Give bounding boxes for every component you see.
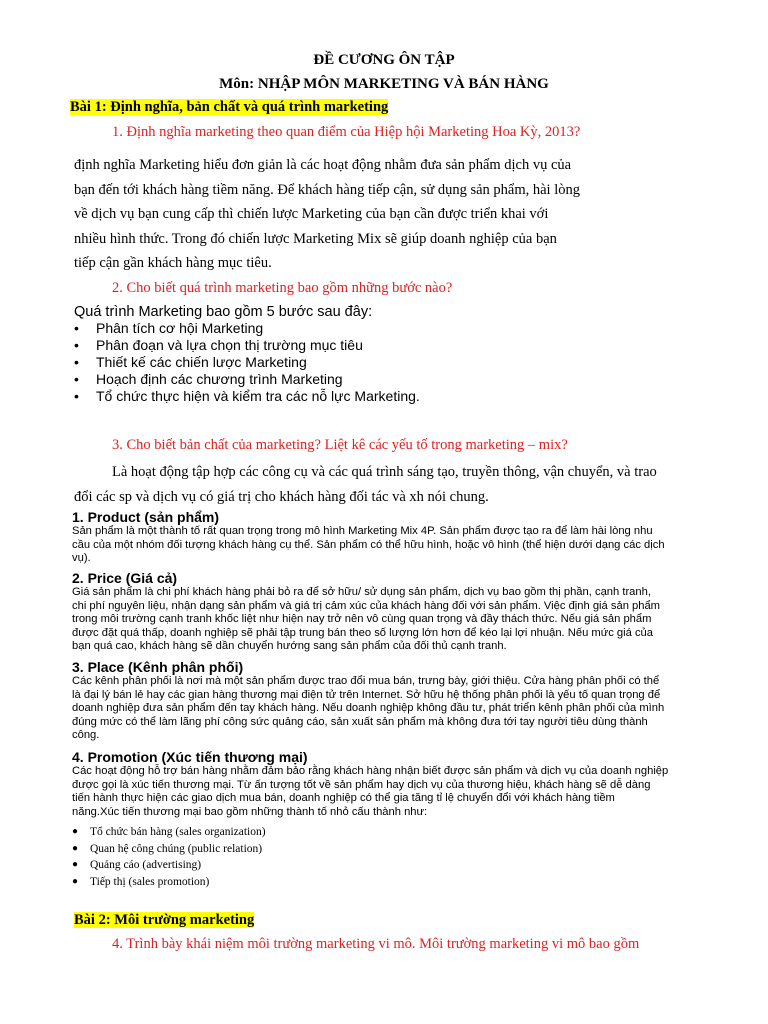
list-item: • Thiết kế các chiến lược Marketing: [74, 354, 307, 370]
list-item: • Hoạch định các chương trình Marketing: [74, 371, 343, 387]
lesson1-heading-text: Bài 1: Định nghĩa, bản chất và quá trình marketing: [70, 99, 389, 115]
p-product-section: [72, 509, 752, 566]
answer-1-line: bạn đến tới khách hàng tiềm năng. Để khách hàng tiếp cận, sử dụng sản phẩm, hài lòng: [74, 181, 580, 198]
bullet-icon: •: [74, 371, 79, 387]
promotion-items-list: [70, 824, 266, 890]
process-steps-list: [74, 320, 420, 405]
document-title: ĐỀ CƯƠNG ÔN TẬP: [313, 52, 455, 68]
list-item: ● Quan hệ công chúng (public relation): [70, 841, 266, 858]
question-3: 3. Cho biết bản chất của marketing? Liệt kê các yếu tố trong marketing – mix?: [112, 437, 568, 453]
p-promotion-text: Các hoạt động hỗ trợ bán hàng nhằm đảm bảo rằng khách hàng nhận biết được sản phẩm và dịch vụ của doanh nghiệp được gọi là xúc tiến thương mại. Từ ấn tượng tốt về sản phẩm hay dịch vụ của thương hiệu, khách hàng sẽ dễ dàng tiến hành thực hiện các giao dịch mua bán, doanh nghiệp có thể gia tăng tỉ lệ chuyển đổi với khách hàng tiềm năng.Xúc tiến thương mại bao gồm những thành tố nhỏ cấu thành như:: [72, 765, 669, 818]
question-4: 4. Trình bày khái niệm môi trường marketing vi mô. Môi trường marketing vi mô bao gồm: [112, 936, 640, 952]
answer-1-line: nhiều hình thức. Trong đó chiến lược Marketing Mix sẽ giúp doanh nghiệp của bạn: [74, 230, 557, 247]
bullet-icon: •: [74, 388, 79, 404]
p-place-text: Các kênh phân phối là nơi mà một sản phẩm được trao đổi mua bán, trưng bày, giới thiệu. Cửa hàng phân phối có thể là đại lý bán lẻ hay các gian hàng thương mại điện tử trên Internet. Sở hữu hệ thống phân phối là yếu tố quan trọng để doanh nghiệp đưa sản phẩm đến tay khách hàng. Nếu doanh nghiệp không đầu tư, phát triển kênh phân phối của mình đúng mức có thể làm lãng phí công sức quảng cáo, sản xuất sản phẩm mà không đưa tới tay người tiêu dùng thành công.: [72, 675, 665, 741]
p-place-section: [72, 659, 752, 743]
lesson2-heading-text: Bài 2: Môi trường marketing: [74, 912, 255, 928]
p-place-heading: 3. Place (Kênh phân phối): [72, 659, 244, 675]
answer-1: [74, 153, 734, 276]
question-1: 1. Định nghĩa marketing theo quan điểm của Hiệp hội Marketing Hoa Kỳ, 2013?: [112, 124, 581, 140]
bullet-icon: ●: [72, 859, 79, 870]
list-item: • Tổ chức thực hiện và kiểm tra các nỗ lực Marketing.: [74, 388, 420, 404]
p-promotion-heading: 4. Promotion (Xúc tiến thương mại): [72, 749, 308, 765]
list-item: ● Quảng cáo (advertising): [70, 857, 266, 874]
list-item: • Phân tích cơ hội Marketing: [74, 320, 264, 336]
bullet-icon: ●: [72, 826, 79, 837]
lesson1-heading: [70, 99, 388, 116]
list-item: ● Tiếp thị (sales promotion): [70, 874, 266, 891]
p-price-section: [72, 570, 752, 654]
answer-2-intro: Quá trình Marketing bao gồm 5 bước sau đây:: [74, 304, 373, 320]
list-item: ● Tổ chức bán hàng (sales organization): [70, 824, 266, 841]
bullet-icon: •: [74, 354, 79, 370]
question-2: 2. Cho biết quá trình marketing bao gồm những bước nào?: [112, 280, 453, 296]
p-promotion-section: [72, 749, 752, 819]
document-subtitle: Môn: NHẬP MÔN MARKETING VÀ BÁN HÀNG: [219, 76, 549, 92]
bullet-icon: •: [74, 320, 79, 336]
answer-1-line: tiếp cận gần khách hàng mục tiêu.: [74, 255, 272, 271]
answer-3-line: đổi các sp và dịch vụ có giá trị cho khách hàng đối tác và xh nói chung.: [74, 488, 489, 505]
p-product-text: Sản phẩm là một thành tố rất quan trọng trong mô hình Marketing Mix 4P. Sản phẩm được tạo ra để làm hài lòng nhu cầu của một nhóm đối tượng khách hàng cụ thể. Sản phẩm có thể hữu hình, hoặc vô hình (thể hiện dưới dạng các dịch vụ).: [72, 525, 665, 564]
p-product-heading: 1. Product (sản phẩm): [72, 509, 220, 525]
answer-3: [74, 460, 754, 509]
p-price-heading: 2. Price (Giá cả): [72, 570, 178, 586]
list-item: • Phân đoạn và lựa chọn thị trường mục tiêu: [74, 337, 363, 353]
bullet-icon: ●: [72, 875, 79, 887]
bullet-icon: ●: [72, 842, 79, 854]
bullet-icon: •: [74, 337, 79, 353]
answer-1-line: định nghĩa Marketing hiểu đơn giản là các hoạt động nhằm đưa sản phẩm dịch vụ của: [74, 157, 572, 173]
answer-1-line: về dịch vụ bạn cung cấp thì chiến lược Marketing của bạn cần được triển khai với: [74, 206, 549, 222]
p-price-text: Giá sản phẩm là chi phí khách hàng phải bỏ ra để sở hữu/ sử dụng sản phẩm, dịch vụ bao gồm thị phần, cạnh tranh, chi phí nguyên liệu, nhận dạng sản phẩm và giá trị cảm xúc của khách hàng đối với sản phẩm. Việc định giá sản phẩm trong môi trường cạnh tranh khốc liệt như hiện nay trở nên vô cùng quan trọng và đầy thách thức. Nếu giá sản phẩm được đặt quá thấp, doanh nghiệp sẽ phải tập trung bán theo số lượng lớn hơn để kéo lại lợi nhuận. Nếu mức giá của bạn quá cao, khách hàng sẽ dần chuyển hướng sang sản phẩm của đối thủ cạnh tranh.: [72, 586, 661, 652]
answer-3-line: Là hoạt động tập hợp các công cụ và các quá trình sáng tạo, truyền thông, vận chuyển, và trao: [112, 464, 657, 480]
lesson2-heading: [74, 912, 254, 929]
